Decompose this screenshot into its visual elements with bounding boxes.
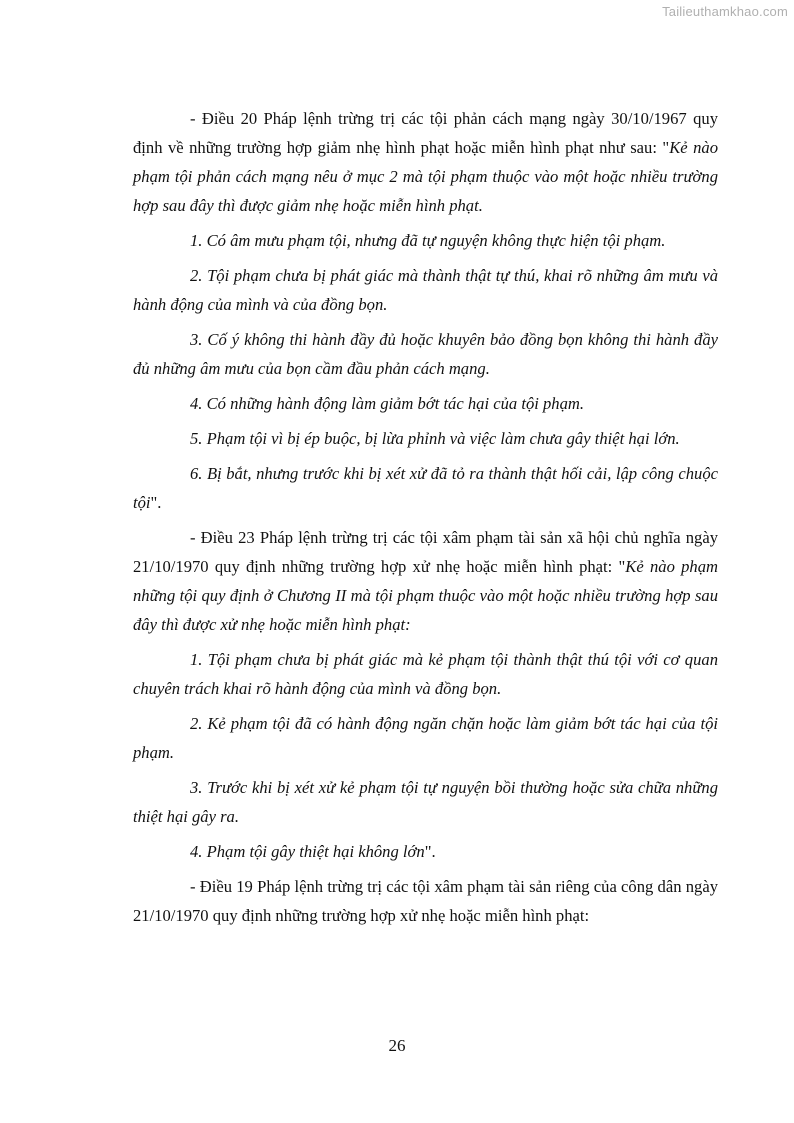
list-item: 3. Cố ý không thi hành đầy đủ hoặc khuyên bảo đồng bọn không thi hành đầy đủ những âm mưu của bọn cầm đầu phản cách mạng. xyxy=(133,330,718,378)
list-item: 1. Tội phạm chưa bị phát giác mà kẻ phạm tội thành thật thú tội với cơ quan chuyên trách khai rõ hành động của mình và đồng bọn. xyxy=(133,650,718,698)
document-body xyxy=(133,104,718,936)
page-number: 26 xyxy=(388,1036,406,1055)
paragraph-quote: 4. Phạm tội gây thiệt hại không lớn xyxy=(190,842,425,861)
paragraph-quote: Kẻ nào phạm những tội quy định ở Chương II mà tội phạm thuộc vào một hoặc nhiều trường hợp sau đây thì được xử nhẹ hoặc miễn hình phạt: xyxy=(133,557,719,634)
list-item: 3. Trước khi bị xét xử kẻ phạm tội tự nguyện bồi thường hoặc sửa chữa những thiệt hại gây ra. xyxy=(133,778,718,826)
paragraph-text: - Điều 20 Pháp lệnh trừng trị các tội phản cách mạng ngày 30/10/1967 quy định về những trường hợp giảm nhẹ hình phạt hoặc miễn hình phạt như sau: " xyxy=(133,109,718,157)
paragraph-dieu-19: - Điều 19 Pháp lệnh trừng trị các tội xâm phạm tài sản riêng của công dân ngày 21/10/1970 quy định những trường hợp xử nhẹ hoặc miễn hình phạt: xyxy=(133,877,718,925)
list-item xyxy=(133,837,718,866)
paragraph-text: - Điều 23 Pháp lệnh trừng trị các tội xâm phạm tài sản xã hội chủ nghĩa ngày 21/10/1970 quy định những trường hợp xử nhẹ hoặc miễn hình phạt: " xyxy=(133,528,718,576)
list-item: 2. Tội phạm chưa bị phát giác mà thành thật tự thú, khai rõ những âm mưu và hành động của mình và của đồng bọn. xyxy=(133,266,718,314)
list-item: 4. Có những hành động làm giảm bớt tác hại của tội phạm. xyxy=(190,394,585,413)
list-item: 2. Kẻ phạm tội đã có hành động ngăn chặn hoặc làm giảm bớt tác hại của tội phạm. xyxy=(133,714,718,762)
list-item: 5. Phạm tội vì bị ép buộc, bị lừa phỉnh và việc làm chưa gây thiệt hại lớn. xyxy=(190,429,680,448)
paragraph-quote: 6. Bị bắt, nhưng trước khi bị xét xử đã tỏ ra thành thật hối cải, lập công chuộc tội xyxy=(133,464,718,512)
list-item: 1. Có âm mưu phạm tội, nhưng đã tự nguyện không thực hiện tội phạm. xyxy=(190,231,666,250)
paragraph-dieu-20 xyxy=(133,104,718,220)
closing-quote: ". xyxy=(424,842,436,861)
paragraph-quote: Kẻ nào phạm tội phản cách mạng nêu ở mục 2 mà tội phạm thuộc vào một hoặc nhiều trường hợp sau đây thì được giảm nhẹ hoặc miễn hình phạt. xyxy=(133,138,719,215)
paragraph-dieu-23 xyxy=(133,523,718,639)
watermark-text: Tailieuthamkhao.com xyxy=(662,4,788,19)
list-item xyxy=(133,459,718,517)
closing-quote: ". xyxy=(150,493,162,512)
